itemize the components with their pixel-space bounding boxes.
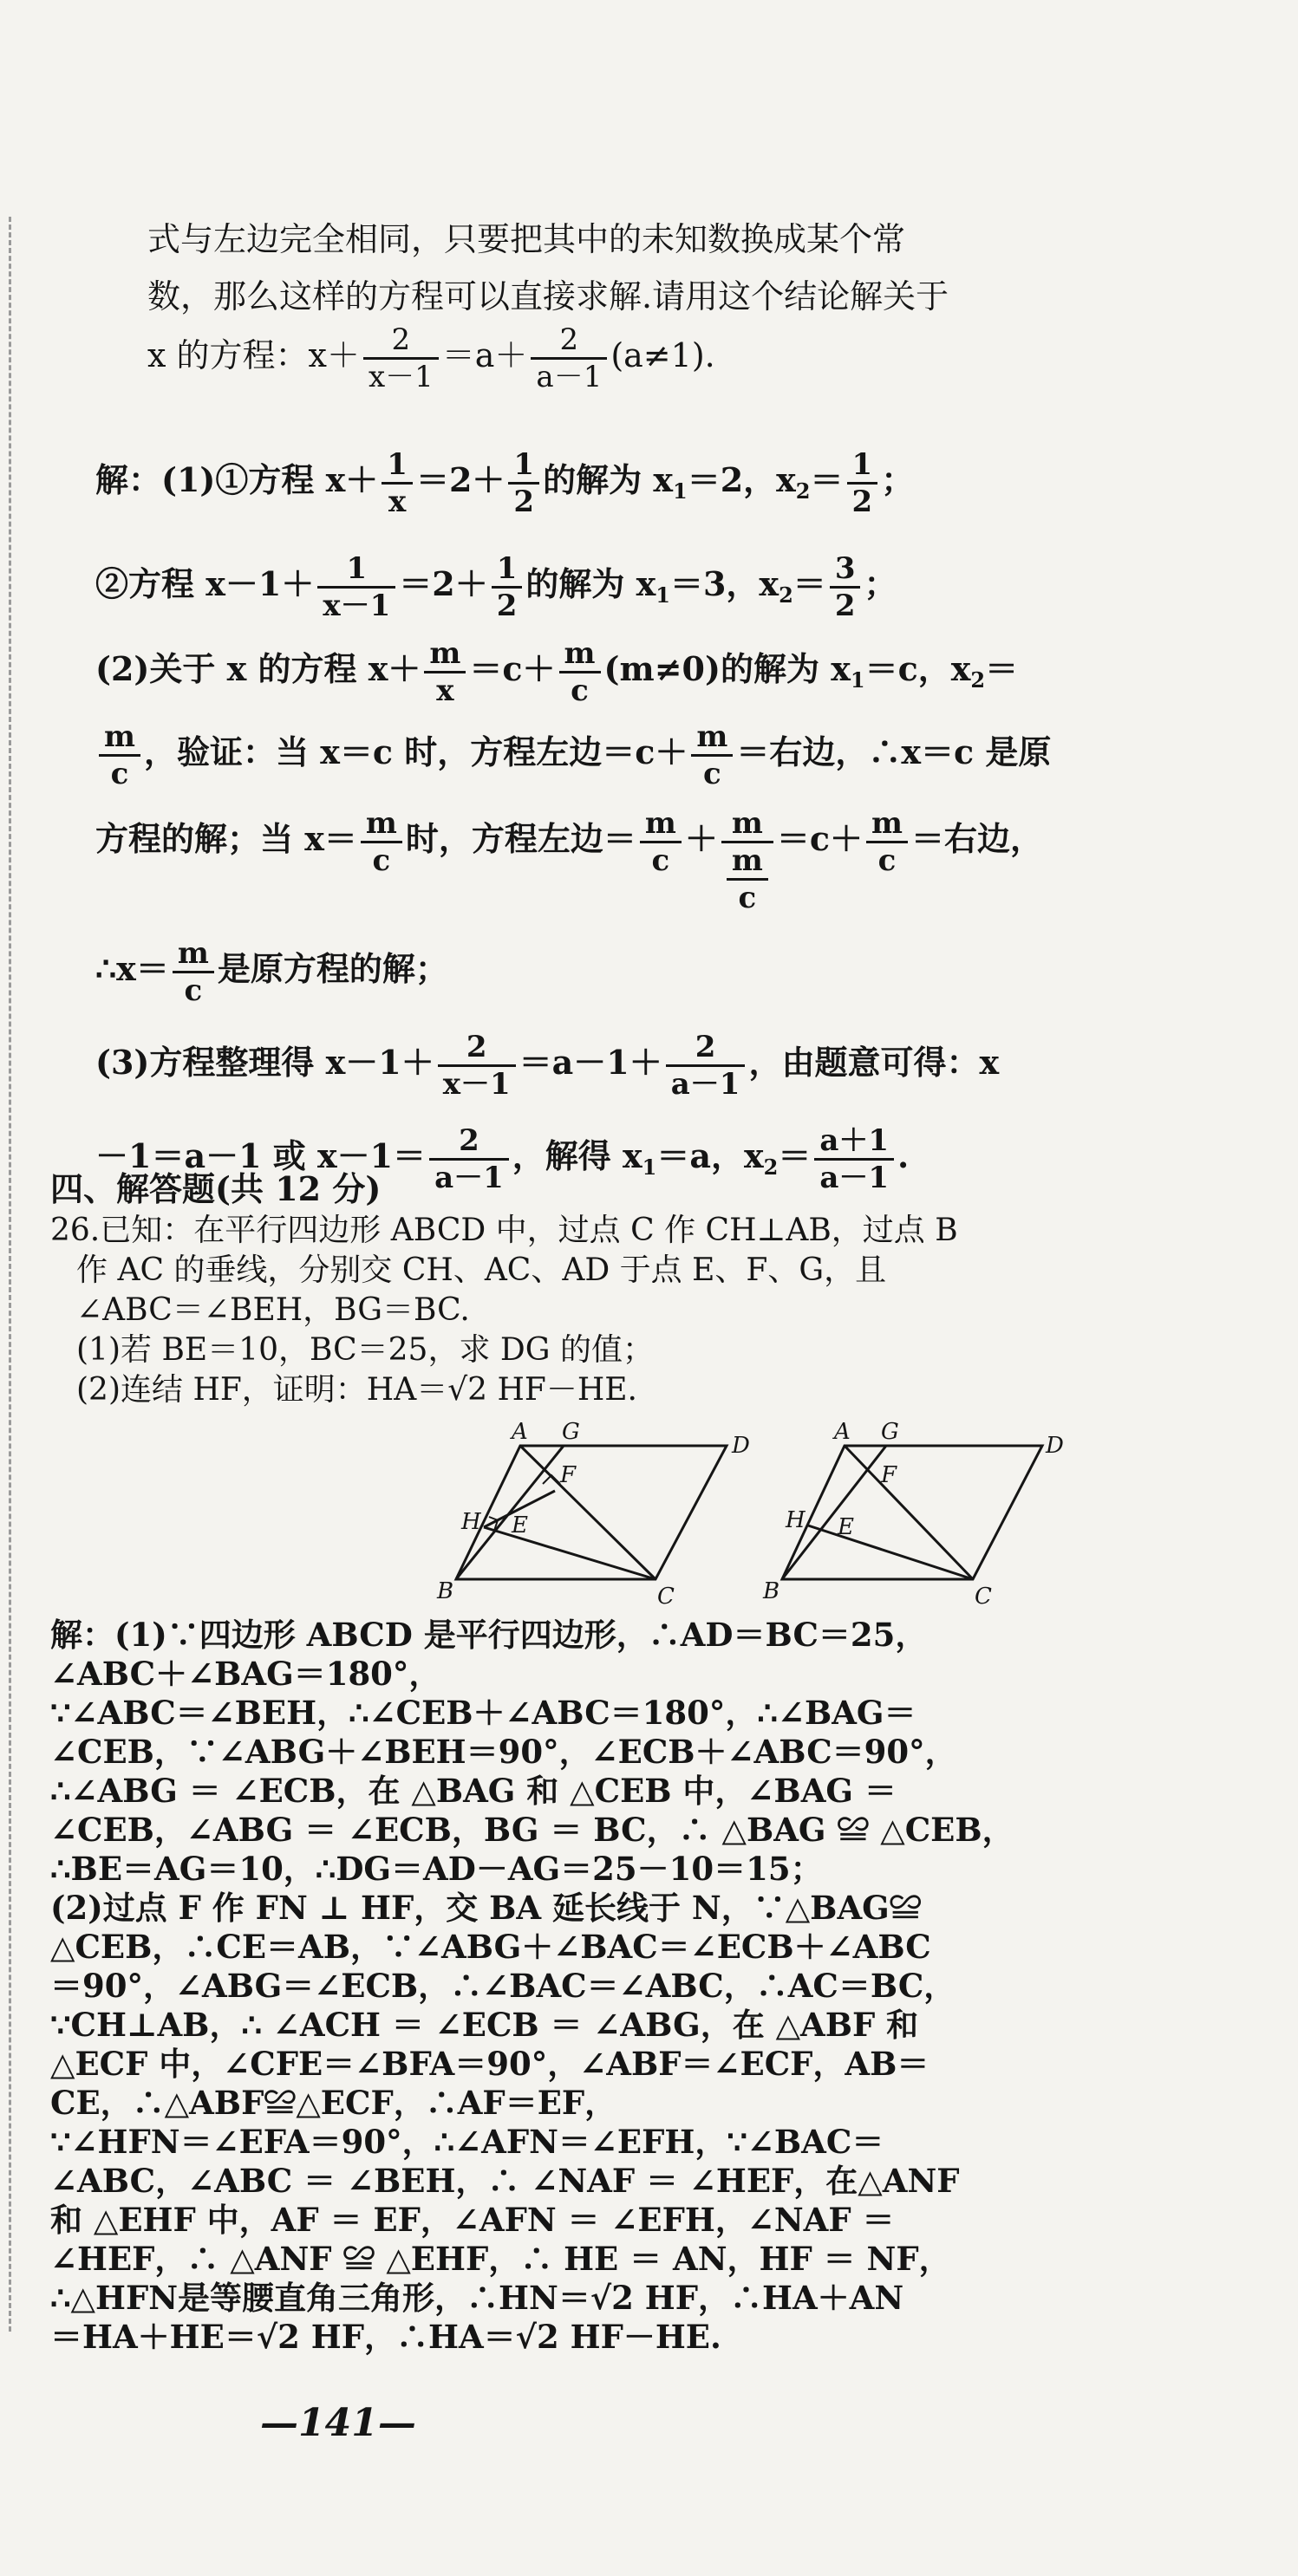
page-number: —141— [260,2401,416,2445]
label-g: G [881,1419,899,1445]
geometry-figures [425,1413,1075,1612]
equation-line [147,322,715,394]
label-b: B [763,1578,780,1604]
solution-line: (2)过点 F 作 FN ⊥ HF，交 BA 延长线于 N，∵△BAG≌ [50,1889,922,1927]
solution-line: ∠CEB，∠ABG ＝ ∠ECB，BG ＝ BC，∴ △BAG ≌ △CEB， [50,1811,1014,1849]
solution-line: CE，∴△ABF≌△ECF，∴AF＝EF， [50,2084,617,2122]
label-c: C [975,1584,992,1610]
label-c: C [657,1584,675,1610]
solution-line: －1＝a－1 或 x－1＝ $\frac{2}{a-1}$ ，解得 $x_1=a$，$x_2=$ $\frac{a+1}{a-1}$ . [95,1123,910,1195]
solution-line: ∠ABC，∠ABC ＝ ∠BEH，∴ ∠NAF ＝ ∠HEF，在△ANF [50,2162,960,2200]
problem-text-line: ∠ABC＝∠BEH，BG＝BC. [76,1292,470,1328]
label-a: A [512,1419,528,1445]
solution-line: ∠CEB，∵∠ABG＋∠BEH＝90°，∠ECB＋∠ABC＝90°， [50,1733,957,1771]
figure-right [762,1419,1064,1610]
solution-line: 解：(1)∵四边形 ABCD 是平行四边形，∴AD＝BC＝25， [50,1616,928,1654]
label-f: F [560,1462,577,1488]
label-d: D [1046,1433,1064,1459]
solution-line: 方程的解；当 x＝ $\frac{m}{c}$ 时，方程左边＝ $\frac{m}{c}$ ＋ $\frac{m}{\frac{m}{c}}$ ＝c＋ $\frac{m}{c}$ ＝右边， [95,806,1044,915]
problem-text-line: (2)连结 HF，证明：HA＝√2 HF－HE. [76,1372,637,1408]
solution-line: (2)关于 x 的方程 x＋ $\frac{m}{x}$ ＝c＋ $\frac{m}{c}$ (m≠0)的解为 $x_1=c$，$x_2=$ [95,636,1019,708]
solution-line: 解：(1)①方程 x＋ $\frac{1}{x}$ ＝2＋ $\frac{1}{2}$ 的解为 $x_1=2$，$x_2=$ $\frac{1}{2}$ ； [95,447,915,519]
problem-text-line: 作 AC 的垂线，分别交 CH、AC、AD 于点 E、F、G，且 [76,1252,887,1288]
binding-margin-rule [9,217,14,2332]
problem-text-line: 式与左边完全相同，只要把其中的未知数换成某个常 [147,220,906,258]
solution-line: ∠HEF，∴ △ANF ≌ △EHF，∴ HE ＝ AN，HF ＝ NF， [50,2240,951,2278]
problem-text-line: (1)若 BE＝10，BC＝25，求 DG 的值； [76,1332,654,1368]
label-h: H [461,1509,481,1535]
label-a: A [834,1419,851,1445]
solution-line: ∴△HFN是等腰直角三角形，∴HN＝√2 HF，∴HA＋AN [50,2279,904,2317]
label-d: D [732,1433,750,1459]
solution-line: ∵∠ABC＝∠BEH，∴∠CEB＋∠ABC＝180°，∴∠BAG＝ [50,1694,916,1732]
problem-text-line: 26.已知：在平行四边形 ABCD 中，过点 C 作 CH⊥AB，过点 B [50,1213,958,1248]
solution-line: △CEB，∴CE＝AB，∵∠ABG＋∠BAC＝∠ECB＋∠ABC [50,1928,931,1966]
text: x 的方程：x＋ [147,336,360,374]
solution-line: 和 △EHF 中，AF ＝ EF，∠AFN ＝ ∠EFH，∠NAF ＝ [50,2201,895,2239]
solution-line: ∠ABC＋∠BAG＝180°， [50,1655,441,1693]
fraction: $\frac{2}{a-1}$ [531,322,607,394]
figure-left [436,1419,750,1610]
solution-line: $\frac{m}{c}$ ，验证：当 x＝c 时，方程左边＝c＋ $\frac{m}{c}$ ＝右边，∴x＝c 是原 [95,719,1051,791]
fraction: $\frac{2}{x-1}$ [363,322,439,394]
solution-line: ∴BE＝AG＝10，∴DG＝AD－AG＝25－10＝15； [50,1850,823,1888]
solution-line: ∴x＝ $\frac{m}{c}$ 是原方程的解； [95,936,448,1008]
solution-line: △ECF 中，∠CFE＝∠BFA＝90°，∠ABF＝∠ECF，AB＝ [50,2045,929,2083]
problem-text-line: 数，那么这样的方程可以直接求解.请用这个结论解关于 [147,277,949,315]
text: ＝a＋ [441,336,528,374]
section-heading: 四、解答题(共 12 分) [50,1169,382,1208]
solution-line: (3)方程整理得 x－1＋ $\frac{2}{x-1}$ ＝a－1＋ $\frac{2}{a-1}$ ，由题意可得：x [95,1030,1000,1102]
solution-line: ∵∠HFN＝∠EFA＝90°，∴∠AFN＝∠EFH，∵∠BAC＝ [50,2123,884,2161]
label-e: E [512,1512,528,1538]
solution-line: ∵CH⊥AB，∴ ∠ACH ＝ ∠ECB ＝ ∠ABG，在 △ABF 和 [50,2006,919,2044]
text: (a≠1). [610,336,715,374]
label-f: F [881,1462,897,1488]
solution-line: ②方程 x－1＋ $\frac{1}{x-1}$ ＝2＋ $\frac{1}{2}$ 的解为 $x_1=3$，$x_2=$ $\frac{3}{2}$ ； [95,551,897,623]
label-e: E [838,1514,854,1540]
label-h: H [786,1507,806,1533]
label-g: G [562,1419,580,1445]
solution-line: ＝90°，∠ABG＝∠ECB，∴∠BAC＝∠ABC，∴AC＝BC， [50,1967,956,2005]
label-b: B [437,1578,454,1604]
solution-line: ＝HA＋HE＝√2 HF，∴HA＝√2 HF－HE. [50,2318,721,2356]
solution-line: ∴∠ABG ＝ ∠ECB，在 △BAG 和 △CEB 中，∠BAG ＝ [50,1772,897,1810]
